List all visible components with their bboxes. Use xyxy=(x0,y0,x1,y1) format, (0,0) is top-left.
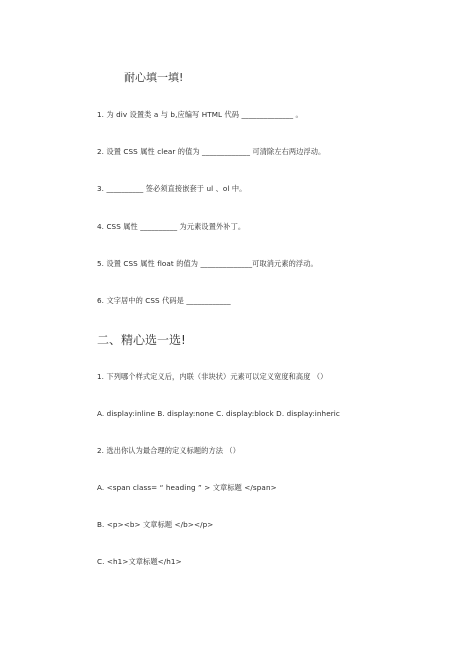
fill-question-2: 2. 设置 CSS 属性 clear 的值为 _____________ 可清除左右两边浮动。 xyxy=(97,147,326,156)
choice-question-2: 2. 选出你认为最合理的定义标题的方法 （） xyxy=(97,446,241,455)
fill-question-3: 3. __________ 签必须直接嵌套于 ul 、ol 中。 xyxy=(97,184,247,193)
section1-title: 耐心填一填! xyxy=(124,71,184,84)
choice-question-1-options: A. display:inline B. display:none C. display:block D. display:inheric xyxy=(97,409,340,418)
choice-question-1: 1. 下列哪个样式定义后，内联（非块状）元素可以定义宽度和高度 （） xyxy=(97,372,328,381)
fill-question-1: 1. 为 div 设置类 a 与 b,应编写 HTML 代码 ______________ 。 xyxy=(97,110,303,119)
choice-question-2-option-a: A. <span class= “ heading ” > 文章标题 </span> xyxy=(97,483,277,492)
fill-question-6: 6. 文字居中的 CSS 代码是 ____________ xyxy=(97,296,231,305)
choice-question-2-option-b: B. <p><b> 文章标题 </b></p> xyxy=(97,520,214,529)
choice-question-2-option-c: C. <h1>文章标题</h1> xyxy=(97,557,182,566)
fill-question-4: 4. CSS 属性 __________ 为元素设置外补丁。 xyxy=(97,222,246,231)
fill-question-5: 5. 设置 CSS 属性 float 的值为 ______________可取消元素的浮动。 xyxy=(97,259,318,268)
section2-title: 二、精心选一选! xyxy=(97,333,186,347)
